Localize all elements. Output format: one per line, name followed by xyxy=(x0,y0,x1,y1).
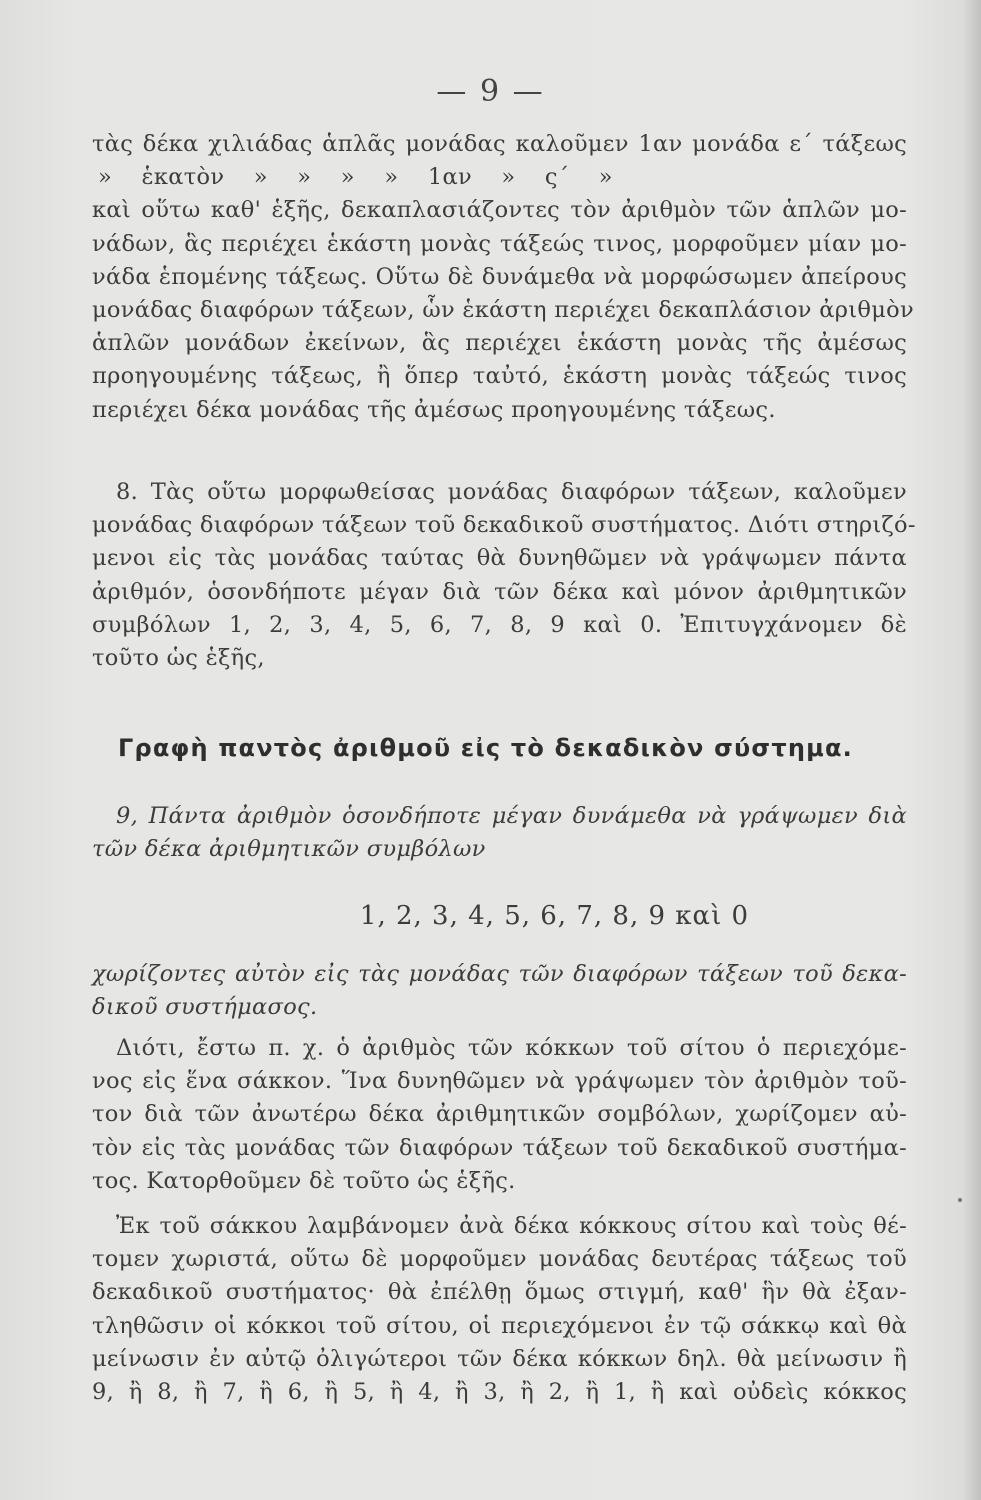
text-line: μονάδας διαφόρων τάξεων, ὧν ἑκάστη περιέχει δεκαπλάσιον ἀριθμὸν xyxy=(92,296,914,323)
text-line: τον διὰ τῶν ἀνωτέρω δέκα ἀριθμητικῶν σομβόλων, χωρίζομεν αὐ- xyxy=(92,1101,907,1128)
text-line: συμβόλων 1, 2, 3, 4, 5, 6, 7, 8, 9 καὶ 0. Ἐπιτυγχάνομεν δὲ xyxy=(92,611,907,638)
text-line: 8. Τὰς οὕτω μορφωθείσας μονάδας διαφόρων τάξεων, καλοῦμεν xyxy=(116,479,907,505)
page-number: — 9 — xyxy=(436,74,545,109)
text-line: Ἐκ τοῦ σάκκου λαμβάνομεν ἀνὰ δέκα κόκκους σίτου καὶ τοὺς θέ- xyxy=(116,1213,907,1239)
paragraph-section-9 xyxy=(92,800,907,866)
paragraph-continuation-italic xyxy=(92,958,907,1024)
paragraph-section-8 xyxy=(92,476,916,675)
paragraph-example xyxy=(92,1032,907,1198)
text-line: » ἑκατὸν » » » » 1αν » ς΄ » xyxy=(98,164,613,191)
text-line: νάδα ἑπομένης τάξεως. Οὕτω δὲ δυνάμεθα νὰ μορφώσωμεν ἀπείρους xyxy=(92,263,907,290)
text-line: χωρίζοντες αὐτὸν εἰς τὰς μονάδας τῶν διαφόρων τάξεων τοῦ δεκα- xyxy=(92,961,907,987)
paragraph-procedure xyxy=(92,1210,907,1409)
text-line: δεκαδικοῦ συστήματος· θὰ ἐπέλθῃ ὅμως στιγμή, καθ' ἣν θὰ ἐξαν- xyxy=(92,1279,907,1306)
section-heading: Γραφὴ παντὸς ἀριθμοῦ εἰς τὸ δεκαδικὸν σύστημα. xyxy=(118,734,853,762)
text-line: τὸν εἰς τὰς μονάδας τῶν διαφόρων τάξεων τοῦ δεκαδικοῦ συστήμα- xyxy=(92,1134,907,1161)
text-line: καὶ οὕτω καθ' ἑξῆς, δεκαπλασιάζοντες τὸν ἀριθμὸν τῶν ἁπλῶν μο- xyxy=(92,197,907,224)
text-line: προηγουμένης τάξεως, ἢ ὅπερ ταὐτό, ἑκάστη μονὰς τάξεώς τινος xyxy=(92,363,907,390)
text-line: ἀριθμόν, ὁσονδήποτε μέγαν διὰ τῶν δέκα καὶ μόνον ἀριθμητικῶν xyxy=(92,578,907,605)
text-line: τῶν δέκα ἀριθμητικῶν συμβόλων xyxy=(92,836,486,863)
text-line: νάδων, ἃς περιέχει ἑκάστη μονὰς τάξεώς τινος, μορφοῦμεν μίαν μο- xyxy=(92,230,907,257)
text-line: νος εἰς ἕνα σάκκον. Ἵνα δυνηθῶμεν νὰ γράψωμεν τὸν ἀριθμὸν τοῦ- xyxy=(92,1068,907,1095)
text-line: τὰς δέκα χιλιάδας ἁπλᾶς μονάδας καλοῦμεν 1αν μονάδα ε΄ τάξεως xyxy=(92,131,907,157)
text-line: τοῦτο ὡς ἑξῆς, xyxy=(92,644,265,671)
text-line: τομεν χωριστά, οὕτω δὲ μορφοῦμεν μονάδας δευτέρας τάξεως τοῦ xyxy=(92,1246,907,1273)
text-line: 9, ἢ 8, ἢ 7, ἢ 6, ἢ 5, ἢ 4, ἢ 3, ἢ 2, ἢ 1, ἢ καὶ οὐδεὶς κόκκος xyxy=(92,1378,907,1405)
text-line: τληθῶσιν οἱ κόκκοι τοῦ σίτου, οἱ περιεχόμενοι ἐν τῷ σάκκῳ καὶ θὰ xyxy=(92,1312,907,1339)
text-line: περιέχει δέκα μονάδας τῆς ἀμέσως προηγουμένης τάξεως. xyxy=(92,396,776,423)
text-line: μείνωσιν ἐν αὐτῷ ὀλιγώτεροι τῶν δέκα κόκκων δηλ. θὰ μείνωσιν ἢ xyxy=(92,1345,907,1372)
text-line: μενοι εἰς τὰς μονάδας ταύτας θὰ δυνηθῶμεν νὰ γράψωμεν πάντα xyxy=(92,545,907,572)
digits-display xyxy=(92,896,907,936)
paper-speck xyxy=(958,1198,962,1202)
text-line: 9, Πάντα ἀριθμὸν ὁσονδήποτε μέγαν δυνάμεθα νὰ γράψωμεν διὰ xyxy=(116,803,907,829)
page-edge-shadow xyxy=(963,0,981,1500)
paragraph-continuation xyxy=(92,128,914,427)
text-line: τος. Κατορθοῦμεν δὲ τοῦτο ὡς ἑξῆς. xyxy=(92,1167,516,1194)
text-line: ἁπλῶν μονάδων ἐκείνων, ἃς περιέχει ἑκάστη μονὰς τῆς ἀμέσως xyxy=(92,330,907,357)
text-line: δικοῦ συστήμασος. xyxy=(92,994,318,1021)
digits-line: 1, 2, 3, 4, 5, 6, 7, 8, 9 καὶ 0 xyxy=(359,901,750,931)
text-line: μονάδας διαφόρων τάξεων τοῦ δεκαδικοῦ συστήματος. Διότι στηριζό- xyxy=(92,512,916,539)
text-line: Διότι, ἔστω π. χ. ὁ ἀριθμὸς τῶν κόκκων τοῦ σίτου ὁ περιεχόμε- xyxy=(116,1035,907,1061)
